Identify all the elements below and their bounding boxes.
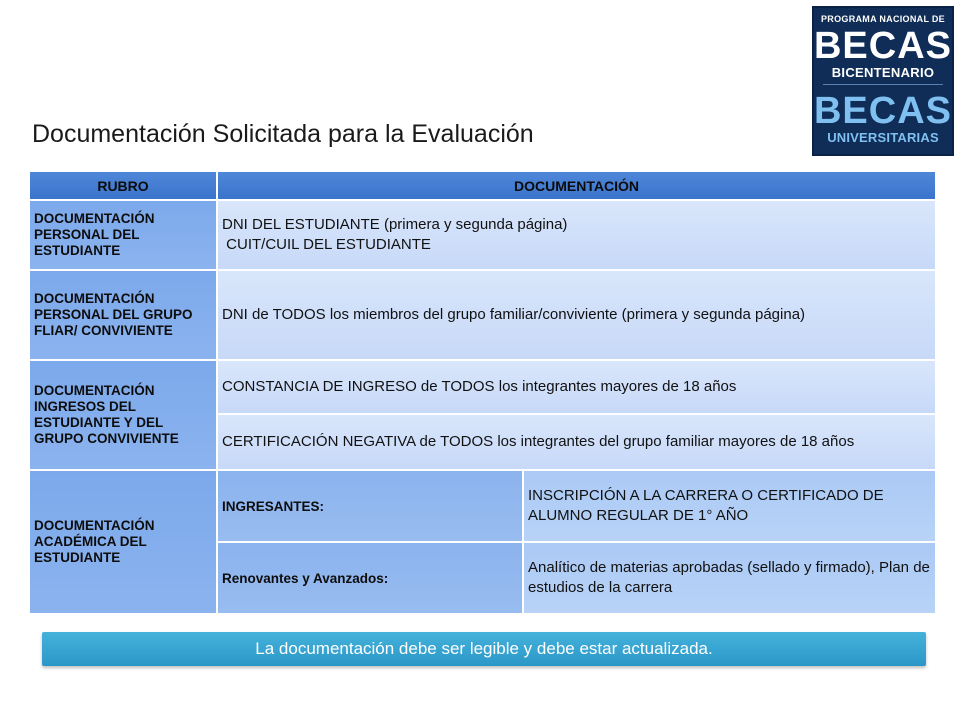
page-title: Documentación Solicitada para la Evaluación	[32, 120, 534, 148]
requirement-note-banner: La documentación debe ser legible y debe estar actualizada.	[42, 632, 926, 666]
doc-line: CUIT/CUIL DEL ESTUDIANTE	[222, 236, 431, 253]
documentation-cell	[217, 200, 936, 270]
rubro-cell: DOCUMENTACIÓN ACADÉMICA DEL ESTUDIANTE	[29, 470, 217, 614]
table-header-row	[29, 171, 936, 200]
documentation-cell: CERTIFICACIÓN NEGATIVA de TODOS los integrantes del grupo familiar mayores de 18 años	[217, 414, 936, 470]
documentation-cell: DNI de TODOS los miembros del grupo familiar/conviviente (primera y segunda página)	[217, 270, 936, 360]
logo-line-universitarias: UNIVERSITARIAS	[827, 130, 939, 145]
logo-line-programa: PROGRAMA NACIONAL DE	[820, 14, 945, 24]
documentation-cell: Analítico de materias aprobadas (sellado y firmado), Plan de estudios de la carrera	[523, 542, 936, 614]
documentation-table	[28, 170, 937, 615]
rubro-cell: DOCUMENTACIÓN PERSONAL DEL GRUPO FLIAR/ CONVIVIENTE	[29, 270, 217, 360]
table-row	[29, 360, 936, 414]
documentation-cell: CONSTANCIA DE INGRESO de TODOS los integrantes mayores de 18 años	[217, 360, 936, 414]
subcategory-cell: INGRESANTES:	[217, 470, 523, 542]
logo-line-bicentenario: BICENTENARIO	[831, 65, 935, 80]
logo-line-becas-2: BECAS	[813, 90, 953, 132]
doc-line: DNI DEL ESTUDIANTE (primera y segunda página)	[222, 216, 568, 233]
documentation-cell: INSCRIPCIÓN A LA CARRERA O CERTIFICADO DE ALUMNO REGULAR DE 1° AÑO	[523, 470, 936, 542]
table-row	[29, 470, 936, 542]
logo-line-becas-1: BECAS	[813, 25, 953, 67]
subcategory-cell: Renovantes y Avanzados:	[217, 542, 523, 614]
becas-logo	[812, 6, 954, 156]
table-row	[29, 270, 936, 360]
header-rubro: RUBRO	[29, 171, 217, 200]
rubro-cell: DOCUMENTACIÓN INGRESOS DEL ESTUDIANTE Y DEL GRUPO CONVIVIENTE	[29, 360, 217, 470]
header-documentacion: DOCUMENTACIÓN	[217, 171, 936, 200]
logo-divider	[823, 84, 943, 85]
rubro-cell: DOCUMENTACIÓN PERSONAL DEL ESTUDIANTE	[29, 200, 217, 270]
table-row	[29, 200, 936, 270]
